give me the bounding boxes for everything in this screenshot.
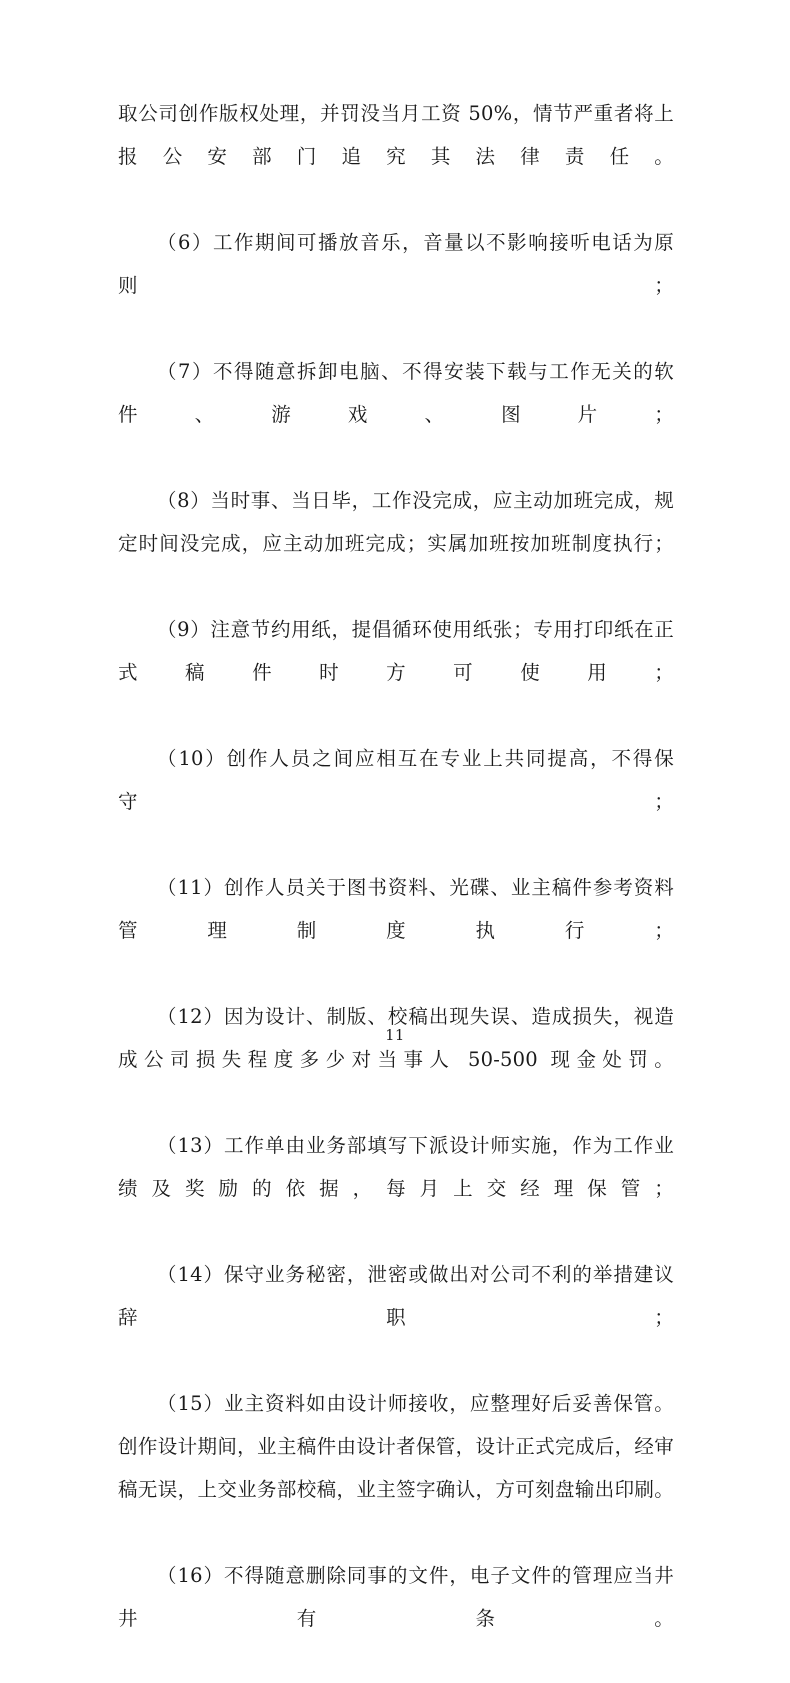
paragraph-item-13: （13）工作单由业务部填写下派设计师实施，作为工作业绩及奖励的依据，每月上交经理保管； [118, 1134, 674, 1200]
paragraph-item-14: （14）保守业务秘密，泄密或做出对公司不利的举措建议辞职； [118, 1263, 674, 1329]
paragraph-item-7: （7）不得随意拆卸电脑、不得安装下载与工作无关的软件、游戏、图片； [118, 360, 674, 426]
paragraph-item-12: （12）因为设计、制版、校稿出现失误、造成损失，视造成公司损失程度多少对当事人 50-500 现金处罚。 [118, 1005, 674, 1071]
document-text-body [118, 92, 674, 1683]
paragraph-item-9: （9）注意节约用纸，提倡循环使用纸张；专用打印纸在正式稿件时方可使用； [118, 618, 674, 684]
paragraph-item-8: （8）当时事、当日毕，工作没完成，应主动加班完成，规定时间没完成，应主动加班完成；实属加班按加班制度执行； [118, 489, 674, 555]
paragraph-item-6: （6）工作期间可播放音乐，音量以不影响接听电话为原则； [118, 231, 674, 297]
paragraph-item-10: （10）创作人员之间应相互在专业上共同提高，不得保守； [118, 747, 674, 813]
page-number: 11 [385, 1028, 405, 1044]
paragraph-item-11: （11）创作人员关于图书资料、光碟、业主稿件参考资料管理制度执行； [118, 876, 674, 942]
paragraph-continuation-5: 取公司创作版权处理，并罚没当月工资 50%，情节严重者将上报公安部门追究其法律责任。 [118, 102, 674, 168]
paragraph-item-16: （16）不得随意删除同事的文件，电子文件的管理应当井井有条。 [118, 1564, 674, 1630]
paragraph-item-15: （15）业主资料如由设计师接收，应整理好后妥善保管。创作设计期间，业主稿件由设计者保管，设计正式完成后，经审稿无误，上交业务部校稿，业主签字确认，方可刻盘输出印刷。 [118, 1392, 674, 1501]
